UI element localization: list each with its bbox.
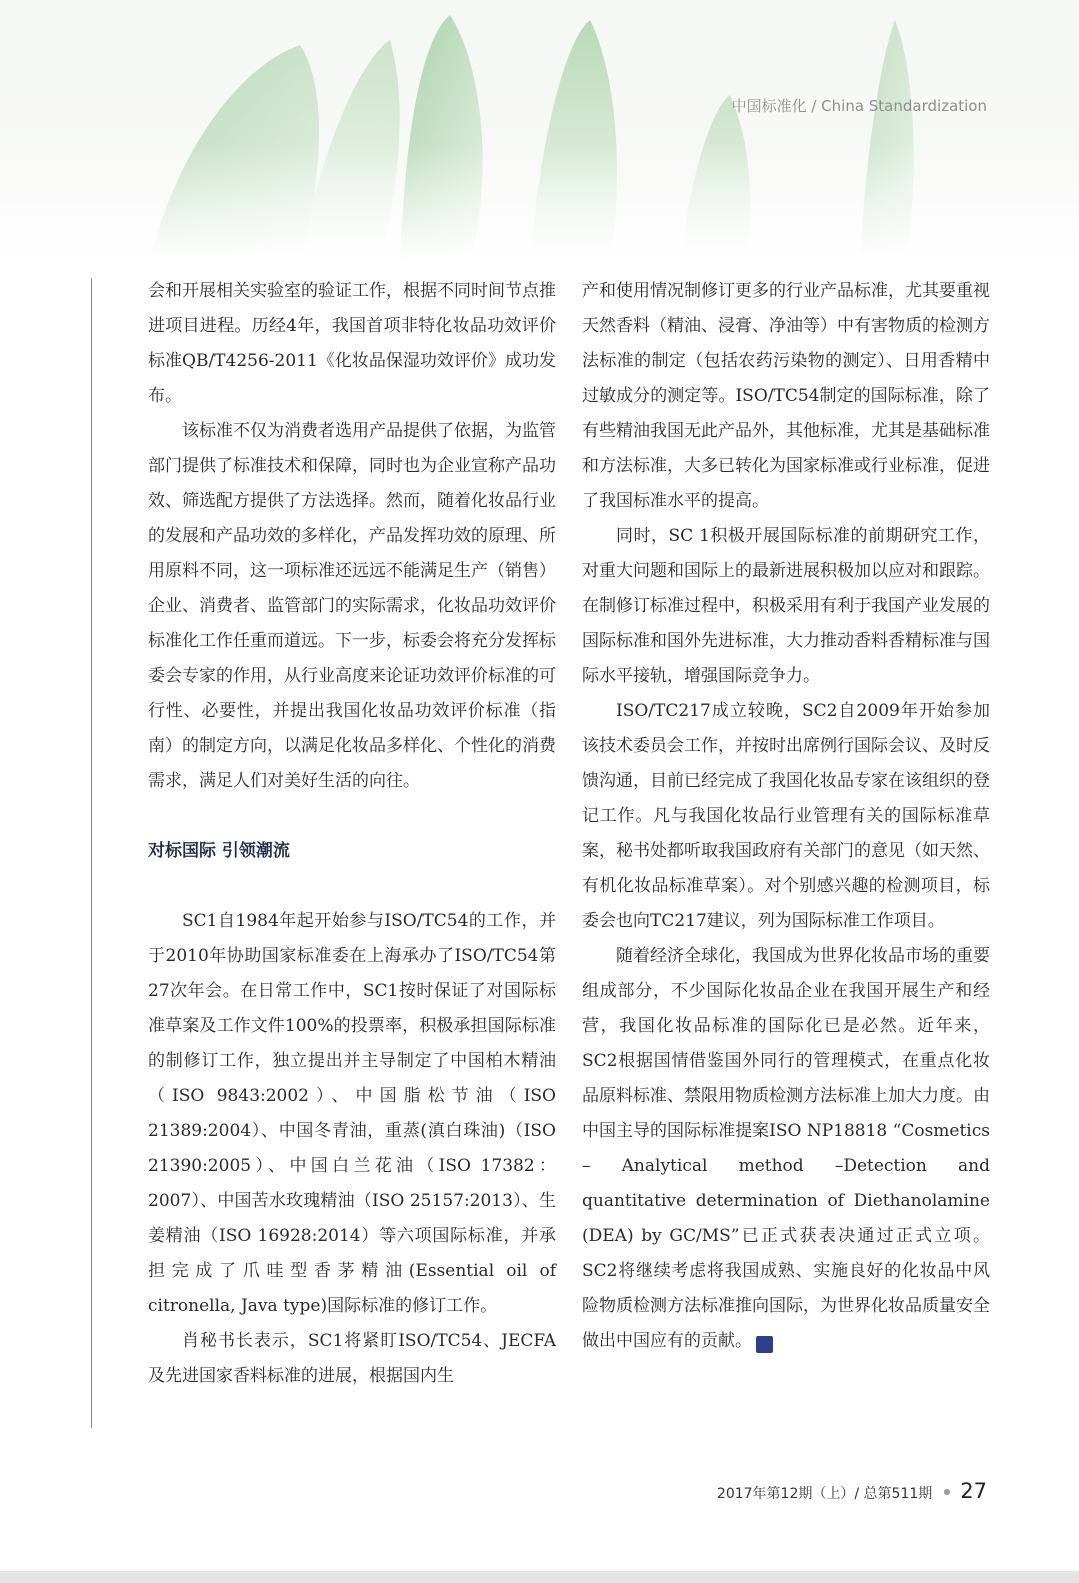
paragraph: 该标准不仅为消费者选用产品提供了依据，为监管部门提供了标准技术和保障，同时也为企业宣称产品功效、筛选配方提供了方法选择。然而，随着化妆品行业的发展和产品功效的多样化，产品发挥功效的原理、所用原料不同，这一项标准还远远不能满足生产（销售）企业、消费者、监管部门的实际需求，化妆品功效评价标准化工作任重而道远。下一步，标委会将充分发挥标委会专家的作用，从行业高度来论证功效评价标准的可行性、必要性，并提出我国化妆品功效评价标准（指南）的制定方向，以满足化妆品多样化、个性化的消费需求，满足人们对美好生活的向往。 [148,421,556,791]
column-rule [91,278,92,1428]
page-number: 27 [960,1479,987,1503]
leaf-illustration [0,0,1079,262]
paragraph: ISO/TC217成立较晚，SC2自2009年开始参加该技术委员会工作，并按时出席例行国际会议、及时反馈沟通，目前已经完成了我国化妆品专家在该组织的登记工作。凡与我国化妆品行业管理有关的国际标准草案，秘书处都听取我国政府有关部门的意见（如天然、有机化妆品标准草案）。对个别感兴趣的检测项目，标委会也向TC217建议，列为国际标准工作项目。 [582,701,990,931]
running-title: 中国标准化 / China Standardization [731,97,987,115]
paragraph: 会和开展相关实验室的验证工作，根据不同时间节点推进项目进程。历经4年，我国首项非特化妆品功效评价标准QB/T4256-2011《化妆品保湿功效评价》成功发布。 [148,281,556,406]
paragraph: SC1自1984年起开始参与ISO/TC54的工作，并于2010年协助国家标准委在上海承办了ISO/TC54第27次年会。在日常工作中，SC1按时保证了对国际标准草案及工作文件100%的投票率，积极承担国际标准的制修订工作，独立提出并主导制定了中国柏木精油（ISO 9843:2002）、中国脂松节油（ISO 21389:2004）、中国冬青油，重蒸(滇白珠油)（ISO 21390:2005）、中国白兰花油（ISO 17382：2007）、中国苦水玫瑰精油（ISO 25157:2013）、生姜精油（ISO 16928:2014）等六项国际标准，并承担完成了爪哇型香茅精油(Essential oil of citronella, Java type)国际标准的修订工作。 [148,911,556,1316]
issue-info: 2017年第12期（上）/ 总第511期 [716,1486,933,1502]
paragraph-last [582,939,990,1359]
right-column [582,274,990,1359]
end-mark-icon: 标 [756,1336,773,1353]
header-leaf-illustration [0,0,1079,262]
bullet-dot-icon [944,1489,950,1495]
paragraph-text: 随着经济全球化，我国成为世界化妆品市场的重要组成部分，不少国际化妆品企业在我国开展生产和经营，我国化妆品标准的国际化已是必然。近年来，SC2根据国情借鉴国外同行的管理模式，在重点化妆品原料标准、禁限用物质检测方法标准上加大力度。由中国主导的国际标准提案ISO NP18818 “Cosmetics – Analytical method –Detection and quantitative determination of Diethanolamine (DEA) by GC/MS”已正式获表决通过正式立项。SC2将继续考虑将我国成熟、实施良好的化妆品中风险物质检测方法标准推向国际，为世界化妆品质量安全做出中国应有的贡献。 [582,946,990,1351]
paragraph: 产和使用情况制修订更多的行业产品标准，尤其要重视天然香料（精油、浸膏、净油等）中有害物质的检测方法标准的制定（包括农药污染物的测定）、日用香精中过敏成分的测定等。ISO/TC54制定的国际标准，除了有些精油我国无此产品外，其他标准，尤其是基础标准和方法标准，大多已转化为国家标准或行业标准，促进了我国标准水平的提高。 [582,281,990,511]
bottom-band [0,1571,1079,1583]
paragraph: 同时，SC 1积极开展国际标准的前期研究工作，对重大问题和国际上的最新进展积极加以应对和跟踪。在制修订标准过程中，积极采用有利于我国产业发展的国际标准和国外先进标准，大力推动香料香精标准与国际水平接轨，增强国际竞争力。 [582,526,990,686]
page-footer [717,1479,987,1503]
left-column [148,274,556,1394]
section-heading: 对标国际 引领潮流 [148,841,290,861]
paragraph: 肖秘书长表示，SC1将紧盯ISO/TC54、JECFA及先进国家香料标准的进展，根据国内生 [148,1331,556,1386]
